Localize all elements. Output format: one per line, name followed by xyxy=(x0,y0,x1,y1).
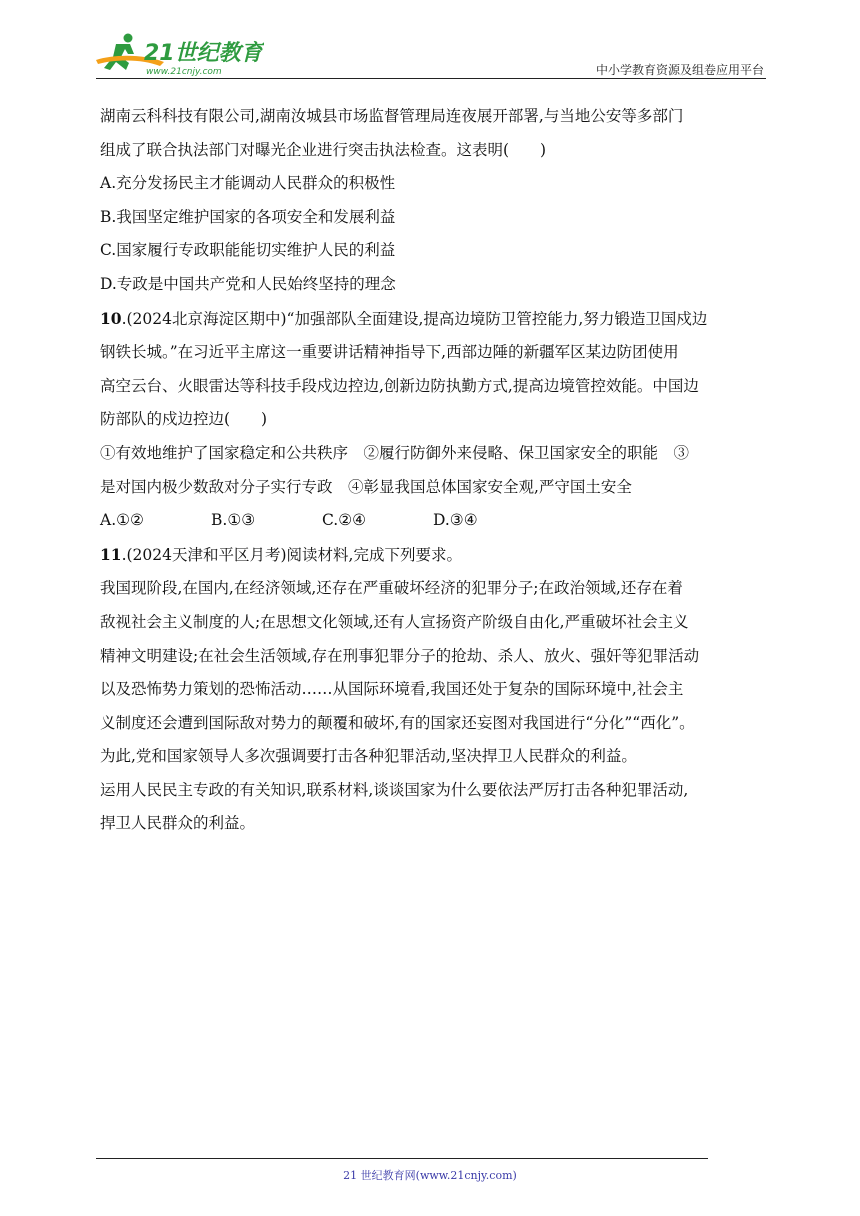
text-line: 防部队的戍边控边( ) xyxy=(100,410,268,429)
option-c: C.国家履行专政职能能切实维护人民的利益 xyxy=(100,241,396,260)
text-line: 捍卫人民群众的利益。 xyxy=(100,814,256,833)
option-c: C.②④ xyxy=(322,511,367,530)
page-header xyxy=(94,30,764,80)
statement-line: 是对国内极少数敌对分子实行专政 ④彰显我国总体国家安全观,严守国土安全 xyxy=(100,477,632,496)
text-line: 湖南云科科技有限公司,湖南汝城县市场监督管理局连夜展开部署,与当地公安等多部门 xyxy=(100,107,684,125)
option-a: A.充分发扬民主才能调动人民群众的积极性 xyxy=(100,174,396,193)
header-divider xyxy=(96,78,766,79)
option-b: B.我国坚定维护国家的各项安全和发展利益 xyxy=(100,207,396,226)
platform-name: 中小学教育资源及组卷应用平台 xyxy=(595,63,764,77)
question-10 xyxy=(100,302,766,337)
text-line: .(2024天津和平区月考)阅读材料,完成下列要求。 xyxy=(121,545,462,564)
text-line: 精神文明建设;在社会生活领域,存在刑事犯罪分子的抢劫、杀人、放火、强奸等犯罪活动 xyxy=(100,646,700,665)
text-line: 义制度还会遭到国际敌对势力的颠覆和破坏,有的国家还妄图对我国进行“分化”“西化”。 xyxy=(100,713,695,732)
option-b: B.①③ xyxy=(211,511,256,530)
option-a: A.①② xyxy=(100,511,144,530)
text-line: 钢铁长城。”在习近平主席这一重要讲话精神指导下,西部边陲的新疆军区某边防团使用 xyxy=(100,343,679,362)
text-line: 敌视社会主义制度的人;在思想文化领域,还有人宣扬资产阶级自由化,严重破坏社会主义 xyxy=(100,612,689,631)
text-line: 以及恐怖势力策划的恐怖活动……从国际环境看,我国还处于复杂的国际环境中,社会主 xyxy=(100,680,684,699)
statement-line: ①有效地维护了国家稳定和公共秩序 ②履行防御外来侵略、保卫国家安全的职能 ③ xyxy=(100,443,690,462)
footer-link[interactable]: 21 世纪教育网(www.21cnjy.com) xyxy=(343,1169,517,1182)
option-d: D.③④ xyxy=(433,511,478,530)
text-line: 组成了联合执法部门对曝光企业进行突击执法检查。这表明( ) xyxy=(100,140,547,159)
logo-url: www.21cnjy.com xyxy=(146,67,222,76)
text-line: 高空云台、火眼雷达等科技手段戍边控边,创新边防执勤方式,提高边境管控效能。中国边 xyxy=(100,376,699,395)
text-line: .(2024北京海淀区期中)“加强部队全面建设,提高边境防卫管控能力,努力锻造卫国戍边 xyxy=(121,309,708,328)
question-number: 10 xyxy=(100,308,122,328)
options-row xyxy=(100,504,766,538)
text-line: 运用人民民主专政的有关知识,联系材料,谈谈国家为什么要依法严厉打击各种犯罪活动, xyxy=(100,780,689,799)
document-body xyxy=(100,100,766,841)
logo-text: 21世纪教育 xyxy=(144,41,263,66)
text-line: 为此,党和国家领导人多次强调要打击各种犯罪活动,坚决捍卫人民群众的利益。 xyxy=(100,747,637,766)
option-d: D.专政是中国共产党和人民始终坚持的理念 xyxy=(100,274,396,293)
text-line: 我国现阶段,在国内,在经济领域,还存在严重破坏经济的犯罪分子;在政治领域,还存在着 xyxy=(100,579,683,598)
question-number: 11 xyxy=(100,544,122,564)
footer-divider xyxy=(96,1158,708,1159)
question-11 xyxy=(100,538,766,573)
site-logo[interactable] xyxy=(94,30,264,76)
